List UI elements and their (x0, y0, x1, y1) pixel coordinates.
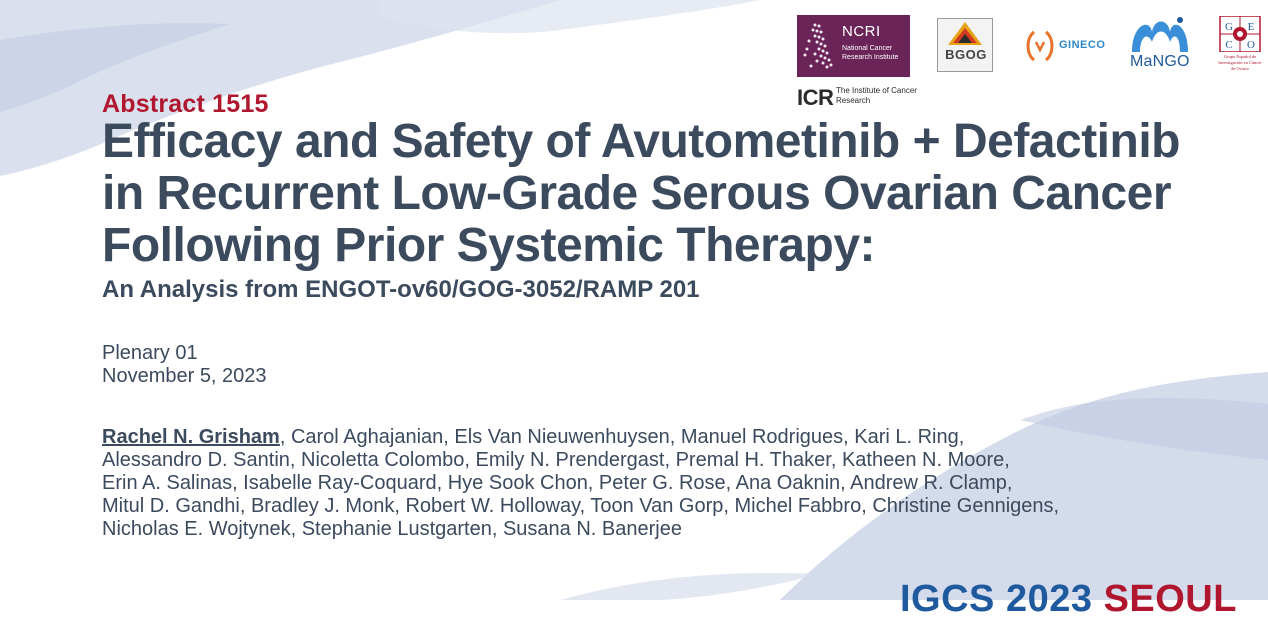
geco-letter-g: G (1225, 21, 1233, 33)
author-names: , Carol Aghajanian, Els Van Nieuwenhuysen, Manuel Rodrigues, Kari L. Ring, (279, 426, 965, 448)
presenting-author: Rachel N. Grisham (102, 426, 280, 448)
bgog-name: BGOG (945, 47, 987, 62)
ncri-name: NCRI (842, 23, 881, 40)
ncri-subtitle: National Cancer Research Institute (842, 45, 899, 61)
uk-map-icon (801, 21, 839, 71)
geco-tagline: Grupo Español de Investigación en Cáncer de Ovario (1218, 54, 1262, 71)
author-line: Erin A. Salinas, Isabelle Ray-Coquard, Hye Sook Chon, Peter G. Rose, Ana Oaknin, Andrew R. Clamp, (102, 472, 1013, 494)
icr-logo (797, 85, 917, 113)
session-info (102, 342, 267, 388)
mango-arch-icon (1128, 14, 1192, 54)
geco-letter-o: O (1247, 39, 1255, 51)
mango-name: MaNGO (1130, 53, 1190, 70)
page-subtitle: An Analysis from ENGOT-ov60/GOG-3052/RAMP 201 (102, 276, 700, 303)
session-name: Plenary 01 (102, 342, 198, 364)
mango-logo (1128, 14, 1192, 80)
geco-grid-icon (1216, 16, 1264, 52)
abstract-number: Abstract 1515 (102, 90, 269, 118)
title-line: in Recurrent Low-Grade Serous Ovarian Cancer (102, 167, 1171, 220)
bgog-logo (937, 18, 993, 76)
ncri-logo (797, 15, 910, 77)
author-line: Alessandro D. Santin, Nicoletta Colombo, Emily N. Prendergast, Premal H. Thaker, Katheen N. Moore, (102, 449, 1010, 471)
conference-city: SEOUL (1103, 578, 1237, 620)
geco-letter-e: E (1247, 21, 1255, 33)
author-list (102, 426, 1212, 541)
author-line: Mitul D. Gandhi, Bradley J. Monk, Robert W. Holloway, Toon Van Gorp, Michel Fabbro, Christine Gennigens, (102, 495, 1060, 517)
gineco-name: GINECO (1059, 39, 1106, 51)
author-line: Nicholas E. Wojtynek, Stephanie Lustgarten, Susana N. Banerjee (102, 518, 682, 540)
geco-logo (1216, 16, 1264, 82)
author-line (102, 426, 1212, 449)
triangle-icon (938, 19, 992, 49)
session-date: November 5, 2023 (102, 365, 267, 387)
gineco-swirl-icon (1024, 28, 1056, 64)
conference-name: IGCS 2023 (900, 578, 1104, 620)
bgog-frame (937, 18, 993, 72)
gineco-logo (1024, 28, 1104, 64)
title-line: Efficacy and Safety of Avutometinib + Defactinib (102, 115, 1180, 168)
geco-letter-c: C (1225, 39, 1233, 51)
page-title (102, 116, 1268, 272)
icr-subtitle: The Institute of Cancer Research (836, 86, 917, 105)
title-line: Following Prior Systemic Therapy: (102, 219, 875, 272)
icr-mark: ICR (797, 85, 834, 110)
